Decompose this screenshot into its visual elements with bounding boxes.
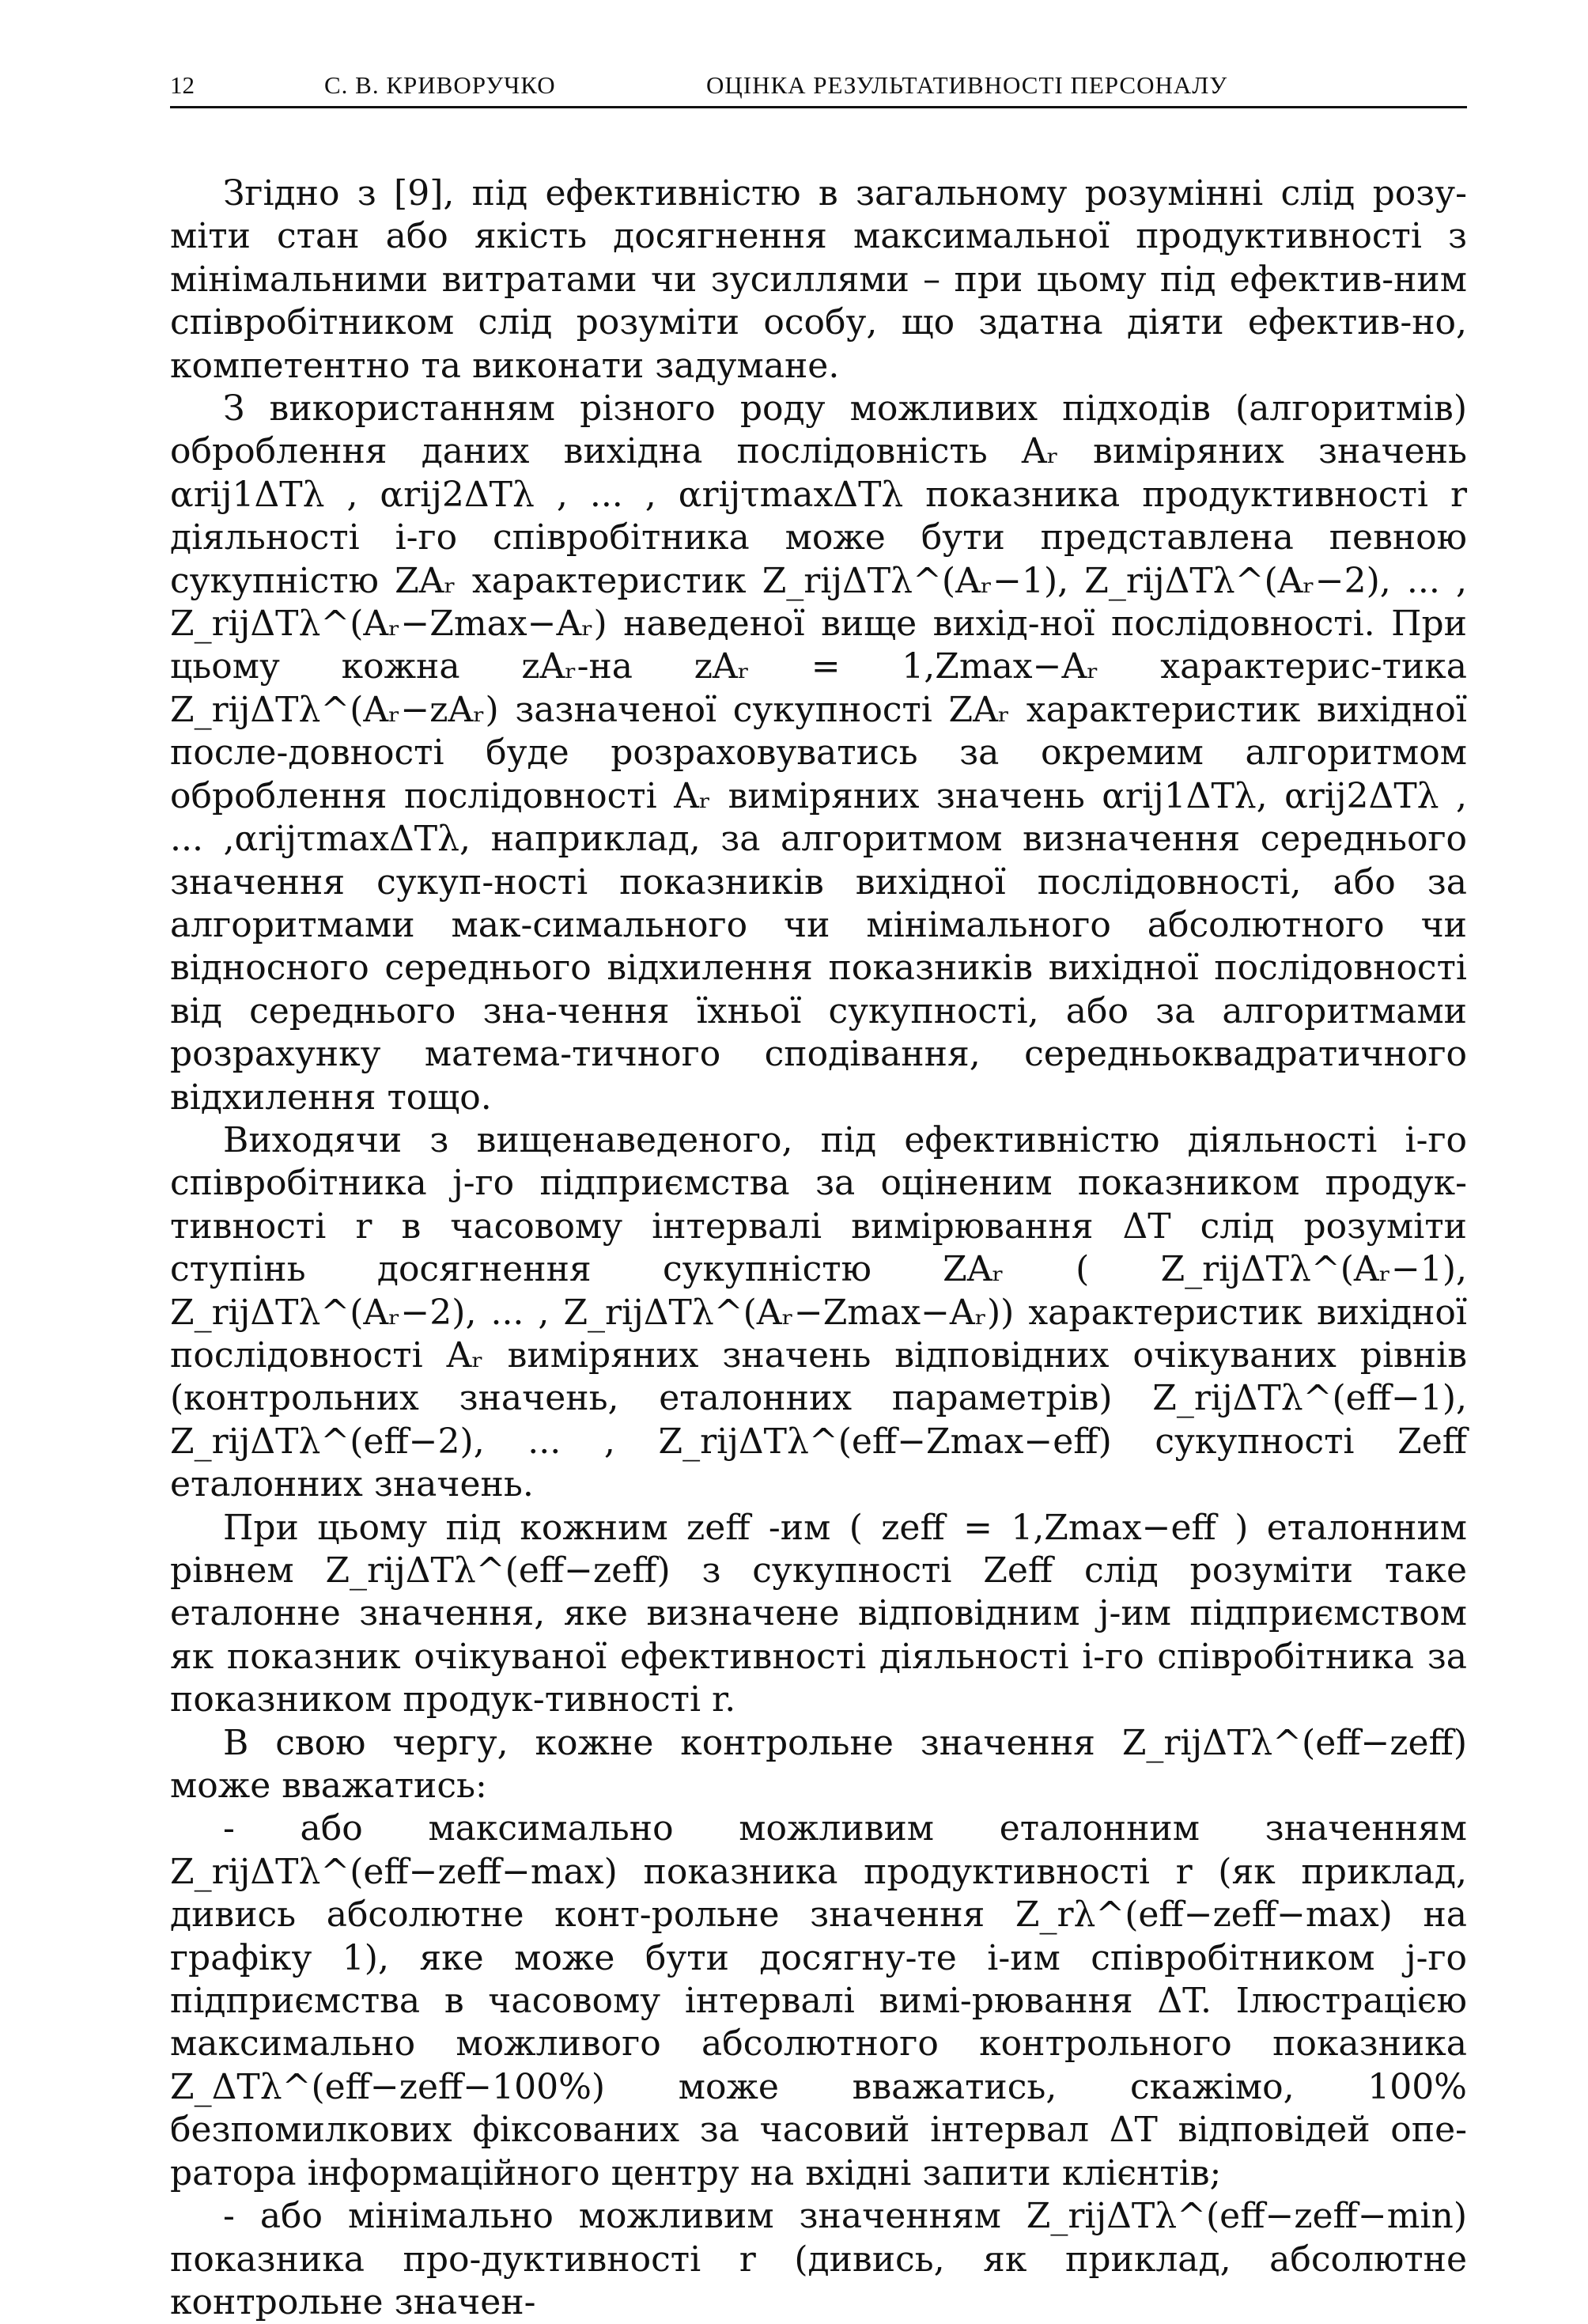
text-line: i-го співробітника може бути представлена певною сукупністю ZAᵣ xyxy=(170,517,1467,601)
text-line: ної послідовності. При цьому кожна zAᵣ-на zAᵣ = 1,Zmax−Aᵣ характерис- xyxy=(170,604,1467,687)
text-line: рольне значення Z_rλ^(eff−zeff−max) на графіку 1), яке може бути досягну- xyxy=(170,1894,1467,1978)
text-line: послідовності Aᵣ виміряних значень αrij1ΔTλ, αrij2ΔTλ , ... ,αrijτmaxΔTλ, xyxy=(170,775,1467,860)
text-line: тика Z_rijΔTλ^(Aᵣ−zAᵣ) зазначеної сукупності ZAᵣ характеристик вихідної после- xyxy=(170,646,1467,774)
text-line: Виходячи з вищенаведеного, під ефективністю діяльності i-го xyxy=(223,1119,1467,1160)
text-line: міти стан або якість досягнення максимальної продуктивності з xyxy=(170,216,1467,257)
text-line: наприклад, за алгоритмом визначення середнього значення сукуп- xyxy=(170,819,1467,903)
text-line: значень. xyxy=(373,1464,534,1505)
text-line: ефективності діяльності i-го співробітника за показником продук- xyxy=(170,1636,1467,1720)
text-line: З використанням різного роду можливих підходів (алгоритмів) xyxy=(223,388,1467,430)
text-line: тивності r. xyxy=(544,1679,736,1720)
header-title: ОЦІНКА РЕЗУЛЬТАТИВНОСТІ ПЕРСОНАЛУ xyxy=(706,71,1228,99)
text-line: параметрів) Z_rijΔTλ^(eff−1), Z_rijΔTλ^(eff−2), ... , Z_rijΔTλ^(eff−Zmax−eff) сукупності Zeff еталонних xyxy=(170,1378,1467,1505)
text-line: показника продуктивності r (як приклад, дивись абсолютне конт- xyxy=(170,1851,1467,1936)
paragraph xyxy=(170,1507,1467,1722)
running-header xyxy=(170,65,1467,108)
text-line: тичного сподівання, середньоквадратичного відхилення тощо. xyxy=(170,1034,1467,1118)
paragraph xyxy=(170,172,1467,388)
page-number: 12 xyxy=(170,71,195,99)
text-line: тивності r в часовому інтервалі вимірювання ΔT слід розуміти xyxy=(170,1206,1467,1247)
text-line: співробітника j-го підприємства за оціненим показником продук- xyxy=(170,1163,1467,1204)
paragraph xyxy=(170,1722,1467,1808)
header-author: С. В. КРИВОРУЧКО xyxy=(324,71,556,99)
text-line: рювання ΔT. Ілюстрацією максимально можливого абсолютного xyxy=(170,1981,1467,2065)
text-line: те i-им співробітником j-го підприємства в часовому інтервалі вимі- xyxy=(170,1937,1467,2022)
text-line: но, компетентно та виконати задумане. xyxy=(170,302,1467,386)
text-line: відхилення показників вихідної послідовності від середнього зна- xyxy=(170,948,1467,1031)
text-line: В свою чергу, кожне контрольне значення Z_rijΔTλ^(eff−zeff) може вважатись: xyxy=(170,1722,1467,1807)
text-line: дуктивності r (дивись, як приклад, абсолютне контрольне значен- xyxy=(170,2239,1467,2322)
paragraph xyxy=(170,1119,1467,1507)
text-line: оброблення даних вихідна послідовність Aᵣ виміряних значень xyxy=(170,431,1467,472)
text-line: симального чи мінімального абсолютного чи відносного середнього xyxy=(170,904,1468,989)
text-line: довності буде розраховуватись за окремим алгоритмом оброблення xyxy=(170,732,1467,816)
text-line: безпомилкових фіксованих за часовий інтервал ΔT відповідей опе- xyxy=(170,2110,1467,2151)
text-line: чення їхньої сукупності, або за алгоритмами розрахунку матема- xyxy=(170,990,1468,1075)
text-line: мінімальними витратами чи зусиллями – при цьому під ефектив- xyxy=(170,259,1394,300)
text-line: ратора інформаційного центру на вхідні запити клієнтів; xyxy=(170,2152,1222,2193)
text-line: ним співробітником слід розуміти особу, що здатна діяти ефектив- xyxy=(170,259,1467,343)
main-text xyxy=(170,172,1467,2324)
text-line: αrij1ΔTλ , αrij2ΔTλ , ... , αrijτmaxΔTλ показника продуктивності r діяльності xyxy=(170,474,1467,558)
text-line: відповідних очікуваних рівнів (контрольних значень, еталонних xyxy=(170,1334,1467,1419)
text-line: - або мінімально можливим значенням Z_rijΔTλ^(eff−zeff−min) показника про- xyxy=(170,2196,1467,2280)
text-line: ступінь досягнення сукупністю ZAᵣ ( Z_rijΔTλ^(Aᵣ−1), Z_rijΔTλ^(Aᵣ−2), ... , Z_rijΔTλ^(Aᵣ−Zmax−Aᵣ)) xyxy=(170,1249,1467,1333)
text-line: характеристик вихідної послідовності Aᵣ виміряних значень xyxy=(170,1292,1467,1376)
paragraph xyxy=(170,1807,1467,2195)
text-line: При цьому під кожним zeff -им ( zeff = 1,Zmax−eff ) еталонним рівнем xyxy=(170,1507,1467,1591)
text-line: Z_rijΔTλ^(eff−zeff) з сукупності Zeff слід розуміти таке еталонне значення, яке xyxy=(170,1550,1467,1634)
text-line: ності показників вихідної послідовності, або за алгоритмами мак- xyxy=(170,861,1468,945)
text-line: характеристик Z_rijΔTλ^(Aᵣ−1), Z_rijΔTλ^(Aᵣ−2), ... , Z_rijΔTλ^(Aᵣ−Zmax−Aᵣ) наведеної вище вихід- xyxy=(170,560,1467,645)
text-line: Згідно з [9], під ефективністю в загальному розумінні слід розу- xyxy=(223,173,1467,214)
paragraph xyxy=(170,388,1467,1119)
text-line: визначене відповідним j-им підприємством як показник очікуваної xyxy=(170,1593,1467,1677)
text-line: контрольного показника Z_ΔTλ^(eff−zeff−100%) може вважатись, скажімо, 100% xyxy=(170,2023,1468,2107)
text-line: - або максимально можливим еталонним значенням Z_rijΔTλ^(eff−zeff−max) xyxy=(170,1808,1467,1892)
paragraph xyxy=(170,2195,1467,2324)
